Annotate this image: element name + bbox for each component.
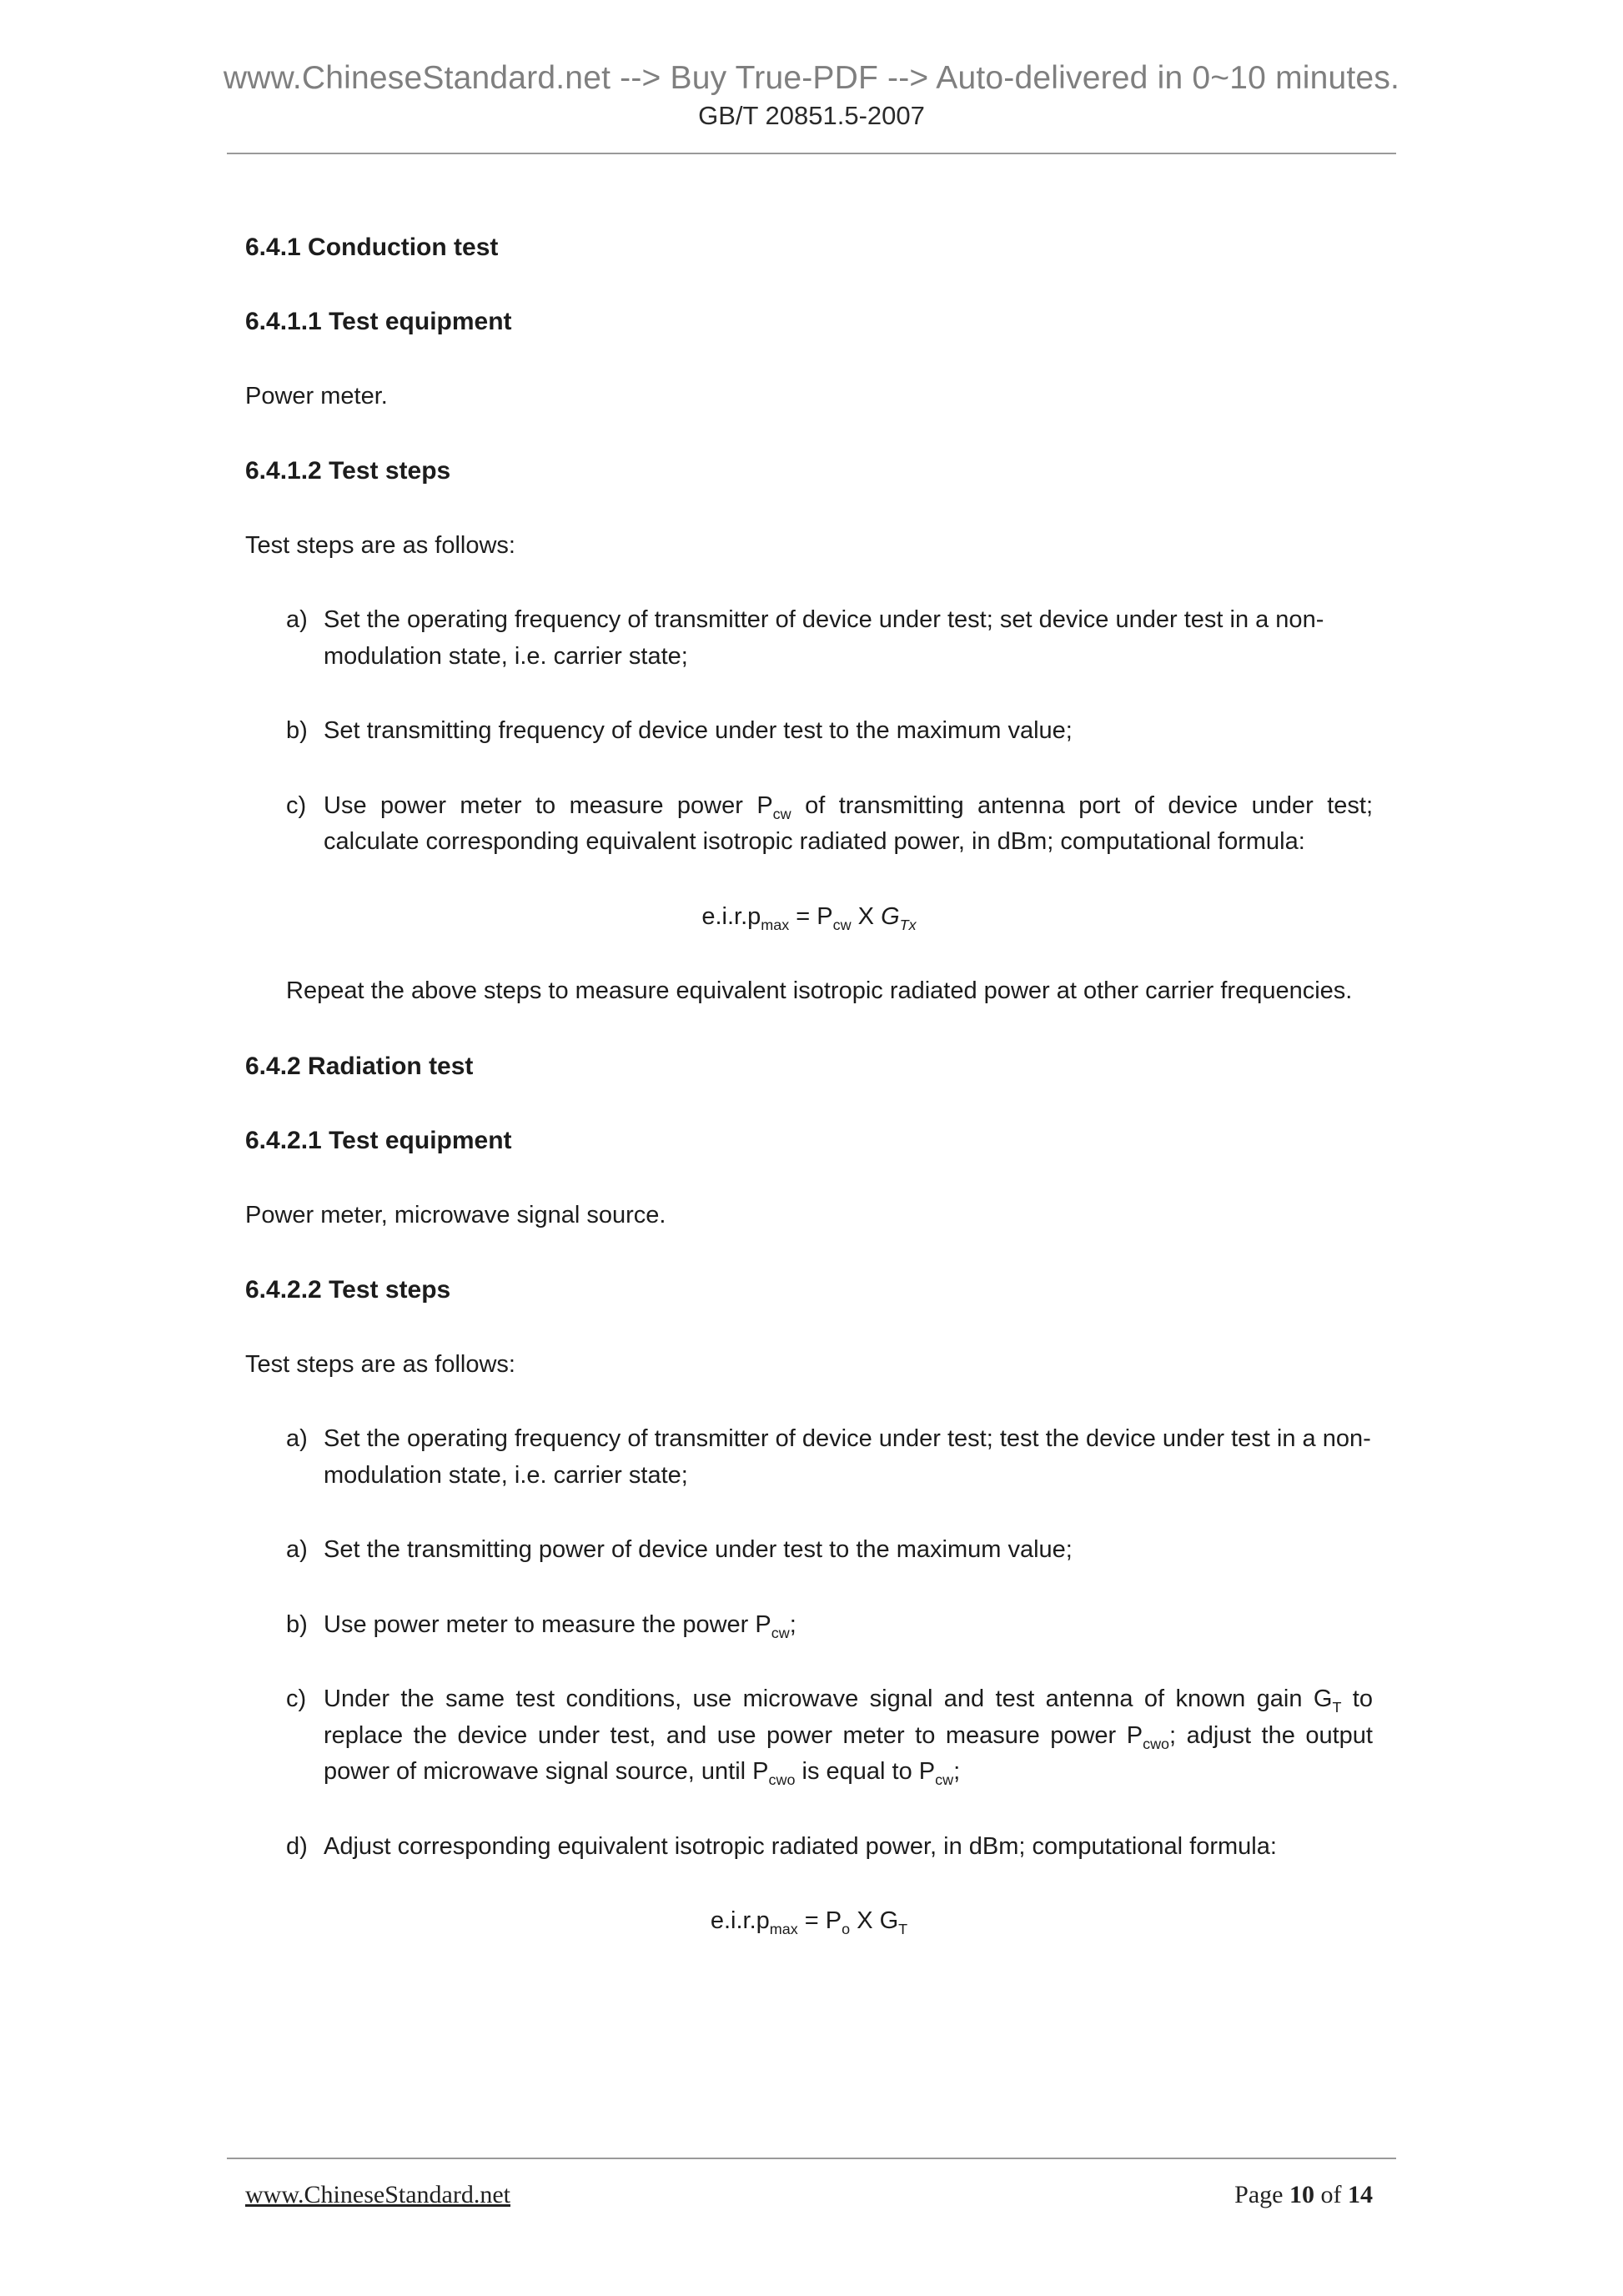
heading-6-4-1: 6.4.1 Conduction test: [245, 233, 499, 261]
formula-eirp-conduction: $e.i.r.p_{max} = P_{cw}$ X $G_{Tx}$: [701, 902, 917, 933]
list-marker: c): [286, 791, 307, 819]
list-marker: a): [286, 1536, 308, 1564]
list-item-a-2: a) Set the operating frequency of transmitter of device under test; test the device under test in a non-modulation state, i.e. carrier state;: [245, 1421, 1373, 1494]
page-indicator: [1234, 2181, 1373, 2209]
list-item-b-2: b) Use power meter to measure the power $P_{cw}$;: [245, 1607, 1373, 1644]
list-item-a-3: a) Set the transmitting power of device under test to the maximum value;: [245, 1532, 1373, 1569]
list-item-d-1: d) Adjust corresponding equivalent isotropic radiated power, in dBm; computational formula:: [245, 1829, 1373, 1866]
list-item-a-1: a) Set the operating frequency of transmitter of device under test; set device under test in a non-modulation state, i.e. carrier state;: [245, 602, 1373, 675]
heading-6-4-1-2: 6.4.1.2 Test steps: [245, 457, 451, 485]
heading-6-4-2-2: 6.4.2.2 Test steps: [245, 1276, 451, 1304]
list-item-c-2: c) Under the same test conditions, use microwave signal and test antenna of known gain $G_T$ to replace the device under test, and use power meter to measure power $P_{cwo}$; adjust the output power of microwave signal source, until $P_{cwo}$ is equal to $P_{cw}$;: [245, 1681, 1373, 1791]
list-item-c-1: c) Use power meter to measure power $P_{cw}$ of transmitting antenna port of device under test; calculate corresponding equivalent isotropic radiated power, in dBm; computational formula:: [245, 788, 1373, 861]
list-marker: b): [286, 1610, 308, 1638]
page-indicator-prefix: Page: [1234, 2181, 1289, 2208]
standard-number: GB/T 20851.5-2007: [698, 100, 925, 130]
page-number-total: 14: [1348, 2181, 1373, 2208]
page-indicator-separator: of: [1314, 2181, 1348, 2208]
page-footer: [227, 2158, 1396, 2209]
list-item-b-1: b) Set transmitting frequency of device under test to the maximum value;: [245, 713, 1373, 750]
document-body: [0, 154, 1623, 1940]
para-power-meter-signal-source: Power meter, microwave signal source.: [245, 1201, 666, 1228]
list-marker: b): [286, 717, 308, 745]
para-repeat-steps: Repeat the above steps to measure equivalent isotropic radiated power at other carrier frequencies.: [286, 977, 1353, 1005]
list-marker: a): [286, 606, 308, 634]
footer-site-link[interactable]: www.ChineseStandard.net: [245, 2181, 510, 2208]
heading-6-4-1-1: 6.4.1.1 Test equipment: [245, 308, 512, 336]
para-test-steps-intro-2: Test steps are as follows:: [245, 1350, 515, 1378]
formula-eirp-radiation: $e.i.r.p_{max} = P_o$ X $G_T$: [710, 1907, 908, 1938]
list-marker: d): [286, 1832, 308, 1860]
footer-row: [227, 2159, 1396, 2209]
page-header: [0, 0, 1623, 154]
site-banner-text: www.ChineseStandard.net --> Buy True-PDF --> Auto-delivered in 0~10 minutes.: [223, 60, 1400, 96]
para-power-meter: Power meter.: [245, 382, 388, 409]
page-number-current: 10: [1289, 2181, 1314, 2208]
heading-6-4-2: 6.4.2 Radiation test: [245, 1052, 474, 1080]
para-test-steps-intro-1: Test steps are as follows:: [245, 531, 515, 559]
list-marker: a): [286, 1425, 308, 1453]
heading-6-4-2-1: 6.4.2.1 Test equipment: [245, 1127, 512, 1155]
list-marker: c): [286, 1686, 307, 1713]
